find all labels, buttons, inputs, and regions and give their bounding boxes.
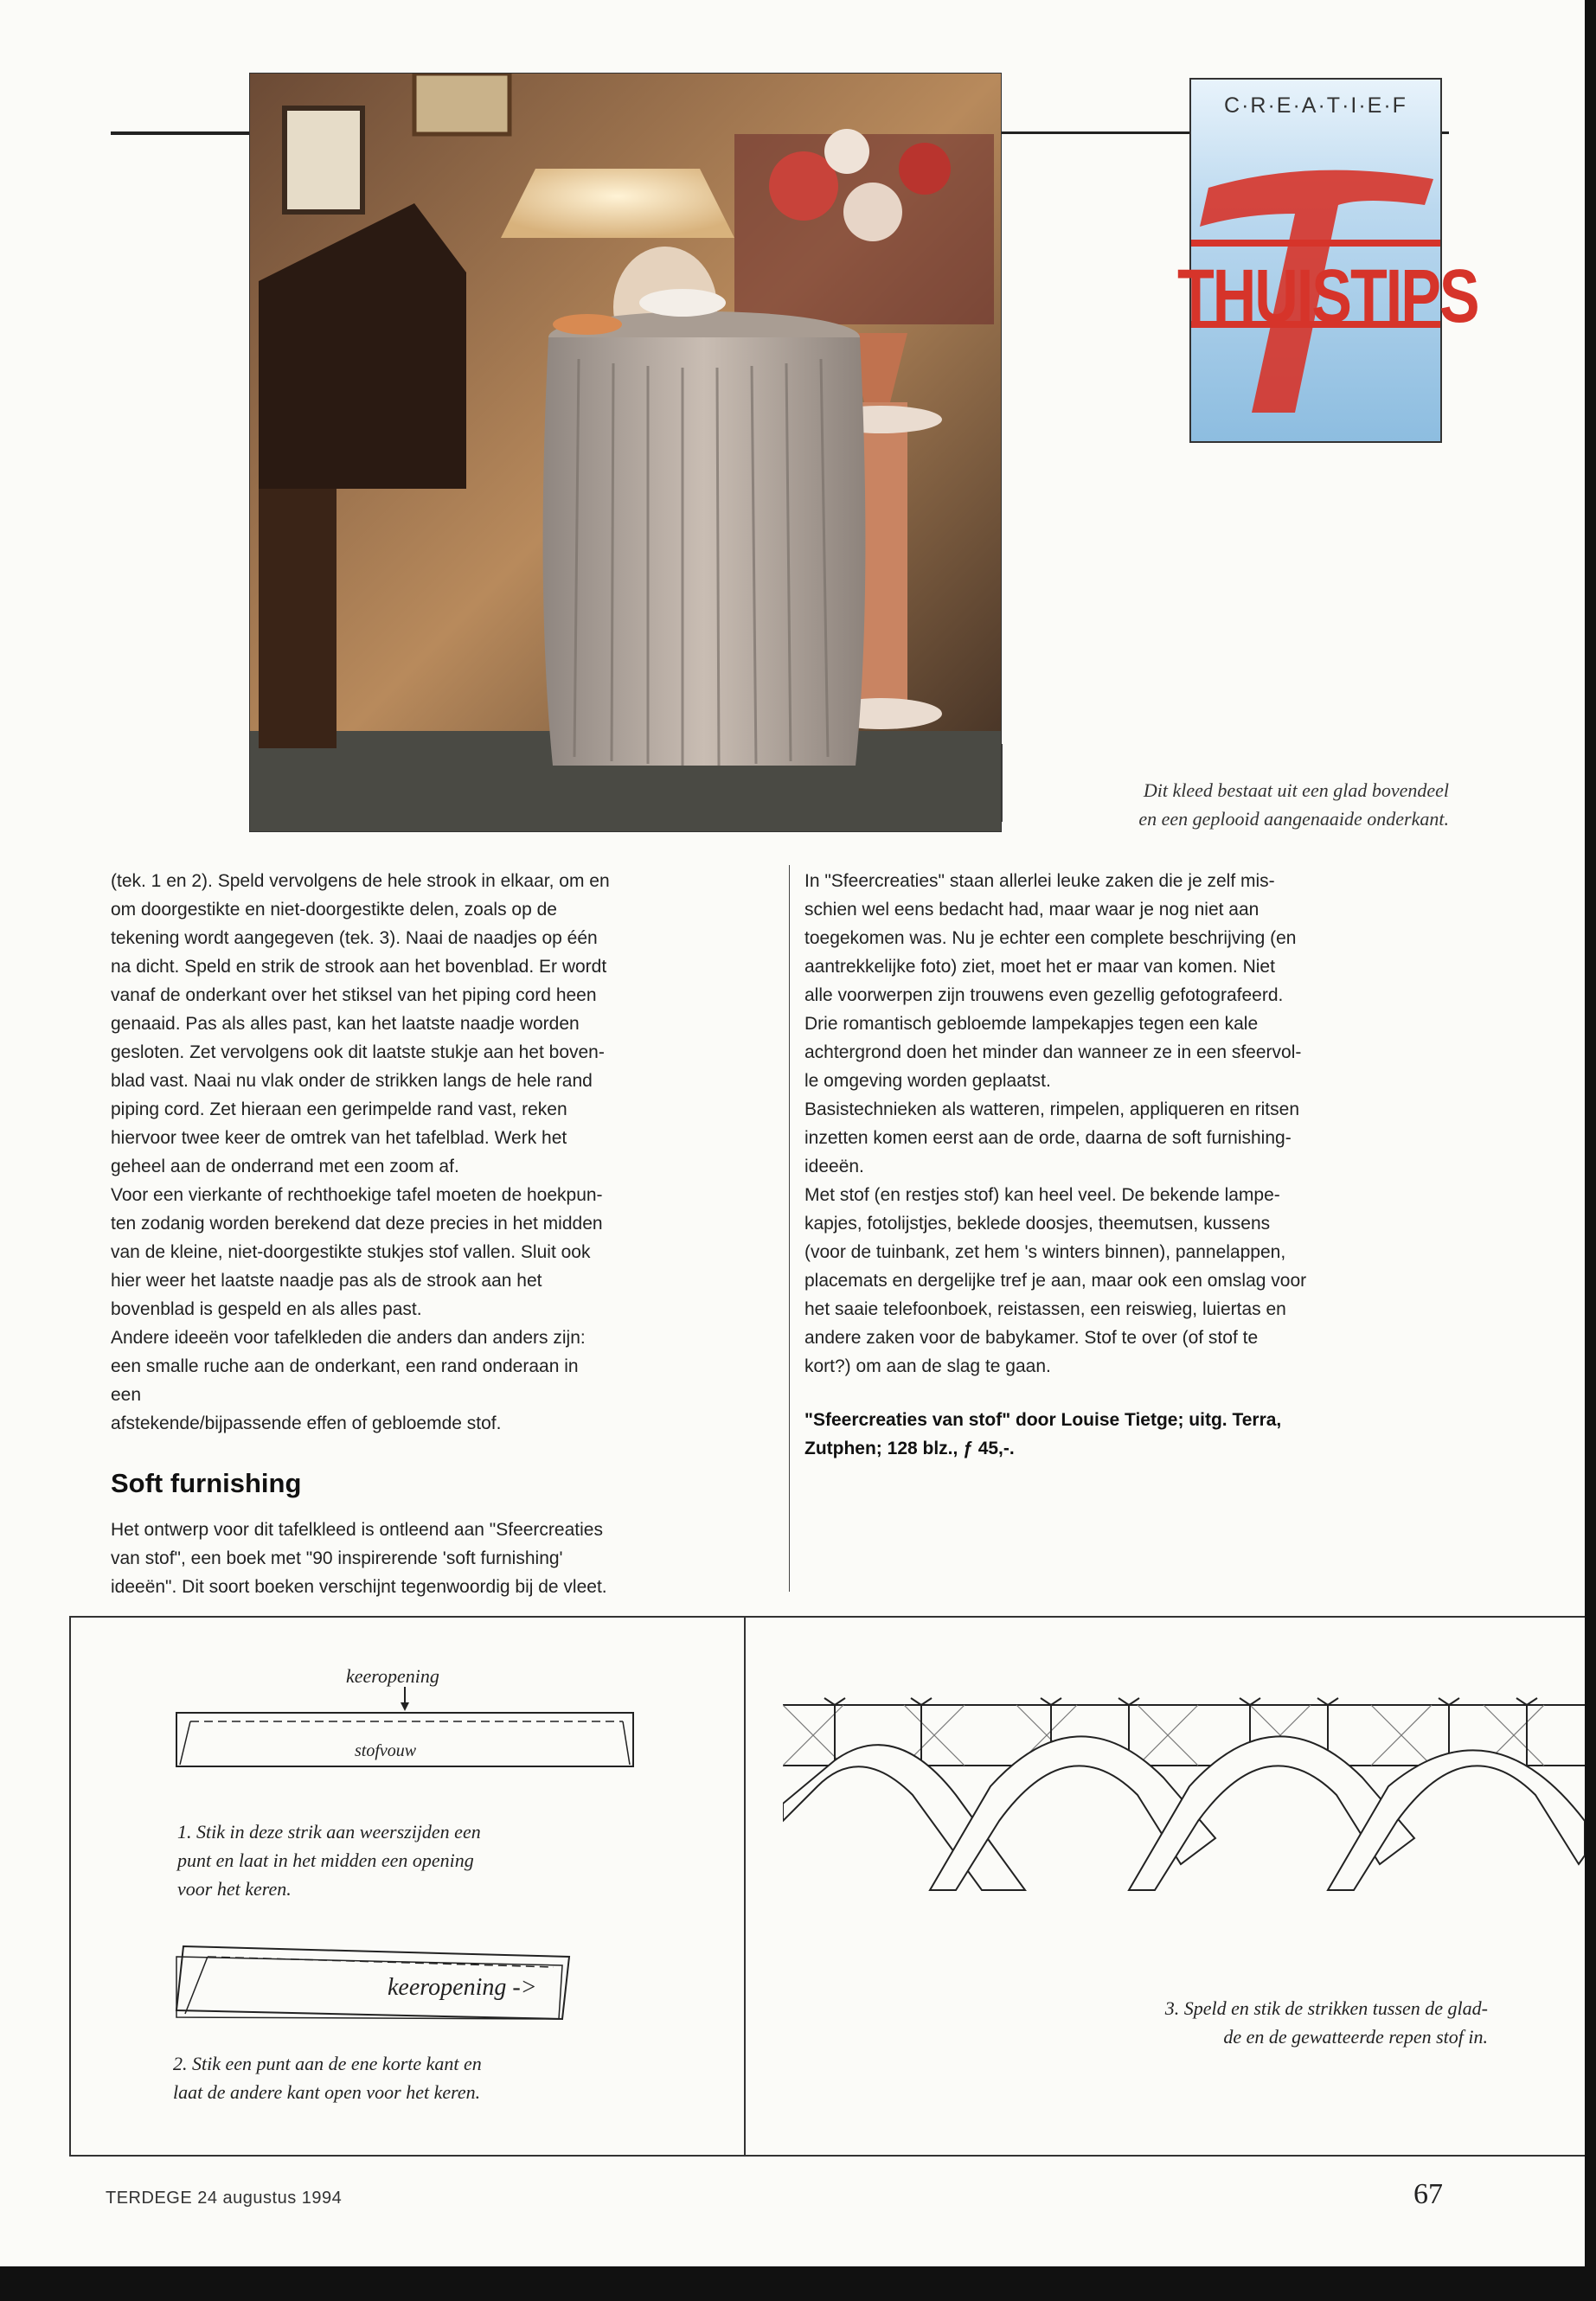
fig1-caption [177, 1817, 696, 1903]
page-right-border [1585, 0, 1596, 2301]
left-column-text [111, 867, 777, 1438]
left-column-text-2 [111, 1516, 777, 1601]
right-line: kapjes, fotolijstjes, beklede doosjes, theemutsen, kussens [804, 1214, 1271, 1234]
left-line: (tek. 1 en 2). Speld vervolgens de hele strook in elkaar, om en [111, 871, 610, 891]
photo-caption-line-2: en een geplooid aangenaaide onderkant. [1138, 808, 1449, 830]
fig1-label-top: keeropening [346, 1665, 439, 1687]
creatief-thuistips-logo [1177, 78, 1478, 443]
fig1-label-inner: stofvouw [355, 1741, 417, 1760]
right-line: het saaie telefoonboek, reistassen, een reiswieg, luiertas en [804, 1299, 1286, 1319]
right-line: achtergrond doen het minder dan wanneer ze in een sfeervol- [804, 1042, 1302, 1062]
left-line: na dicht. Speld en strik de strook aan het bovenblad. Er wordt [111, 957, 607, 977]
right-line: alle voorwerpen zijn trouwens even gezellig gefotografeerd. [804, 985, 1284, 1005]
page-number: 67 [1413, 2178, 1443, 2210]
left-line: om doorgestikte en niet-doorgestikte delen, zoals op de [111, 900, 557, 920]
fig2-caption-line: laat de andere kant open voor het keren. [173, 2081, 481, 2103]
right-line: kort?) om aan de slag te gaan. [804, 1356, 1051, 1376]
book-credit-line-1: "Sfeercreaties van stof" door Louise Tietge; uitg. Terra, [804, 1410, 1282, 1430]
left-line: geheel aan de onderrand met een zoom af. [111, 1157, 459, 1176]
right-line: inzetten komen eerst aan de orde, daarna de soft furnishing- [804, 1128, 1292, 1148]
page-bottom-border [0, 2266, 1596, 2301]
figure-divider [744, 1618, 746, 2156]
header-rule-right [1002, 131, 1192, 134]
left-line: Het ontwerp voor dit tafelkleed is ontleend aan "Sfeercreaties [111, 1520, 603, 1540]
fig3-caption-line: 3. Speld en stik de strikken tussen de glad- [1164, 1997, 1488, 2019]
logo-top-text: C·R·E·A·T·I·E·F [1224, 93, 1407, 118]
right-line: In "Sfeercreaties" staan allerlei leuke zaken die je zelf mis- [804, 871, 1275, 891]
book-credit [804, 1406, 1479, 1463]
book-credit-line-2: Zutphen; 128 blz., ƒ 45,-. [804, 1439, 1015, 1458]
right-line: schien wel eens bedacht had, maar waar je nog niet aan [804, 900, 1259, 920]
left-line: gesloten. Zet vervolgens ook dit laatste stukje aan het boven- [111, 1042, 605, 1062]
table-photo [249, 73, 1002, 832]
left-line: hiervoor twee keer de omtrek van het tafelblad. Werk het [111, 1128, 567, 1148]
fig2-caption [173, 2049, 709, 2106]
left-line: ideeën". Dit soort boeken verschijnt tegenwoordig bij de vleet. [111, 1577, 607, 1597]
left-line: een smalle ruche aan de onderkant, een rand onderaan in [111, 1356, 579, 1376]
right-line: placemats en dergelijke tref je aan, maar ook een omslag voor [804, 1271, 1307, 1291]
table-photo-illustration [250, 74, 1001, 831]
right-line: aantrekkelijke foto) ziet, moet het er maar van komen. Niet [804, 957, 1275, 977]
header-rule-left [111, 131, 251, 135]
right-line: le omgeving worden geplaatst. [804, 1071, 1051, 1091]
footer-publication: TERDEGE 24 augustus 1994 [106, 2189, 343, 2208]
fig2-label: keeropening -> [388, 1974, 537, 2001]
left-line: piping cord. Zet hieraan een gerimpelde rand vast, reken [111, 1099, 567, 1119]
left-line: tekening wordt aangegeven (tek. 3). Naai de naadjes op één [111, 928, 598, 948]
fig3-drawing [783, 1691, 1585, 1916]
left-line: vanaf de onderkant over het stiksel van het piping cord heen [111, 985, 597, 1005]
section-heading: Soft furnishing [111, 1468, 302, 1498]
left-line: bovenblad is gespeld en als alles past. [111, 1299, 422, 1319]
left-line: Andere ideeën voor tafelkleden die anders dan anders zijn: [111, 1328, 586, 1348]
right-line: toegekomen was. Nu je echter een complete beschrijving (en [804, 928, 1297, 948]
logo-word: THUISTIPS [1177, 253, 1478, 338]
left-line: Voor een vierkante of rechthoekige tafel moeten de hoekpun- [111, 1185, 603, 1205]
left-line: van de kleine, niet-doorgestikte stukjes stof vallen. Sluit ook [111, 1242, 591, 1262]
fig1-caption-line: punt en laat in het midden een opening [177, 1849, 474, 1871]
caption-rule [1002, 744, 1003, 822]
right-line: andere zaken voor de babykamer. Stof te over (of stof te [804, 1328, 1259, 1348]
photo-caption-line-1: Dit kleed bestaat uit een glad bovendeel [1143, 779, 1449, 801]
fig1-drawing [173, 1687, 640, 1782]
fig1-caption-line: 1. Stik in deze strik aan weerszijden een [177, 1821, 481, 1843]
right-line: Drie romantisch gebloemde lampekapjes tegen een kale [804, 1014, 1259, 1034]
left-line: genaaid. Pas als alles past, kan het laatste naadje worden [111, 1014, 580, 1034]
left-line: ten zodanig worden berekend dat deze precies in het midden [111, 1214, 603, 1234]
left-line: van stof", een boek met "90 inspirerende 'soft furnishing' [111, 1548, 563, 1568]
fig2-caption-line: 2. Stik een punt aan de ene korte kant en [173, 2053, 482, 2074]
right-line: Met stof (en restjes stof) kan heel veel. De bekende lampe- [804, 1185, 1280, 1205]
fig3-caption-line: de en de gewatteerde repen stof in. [1223, 2026, 1488, 2048]
left-line: afstekende/bijpassende effen of gebloemde stof. [111, 1413, 502, 1433]
left-line: een [111, 1385, 142, 1405]
photo-caption [1008, 776, 1449, 833]
left-line: blad vast. Naai nu vlak onder de strikken langs de hele rand [111, 1071, 593, 1091]
right-line: (voor de tuinbank, zet hem 's winters binnen), pannelappen, [804, 1242, 1286, 1262]
left-line: hier weer het laatste naadje pas als de strook aan het [111, 1271, 542, 1291]
fig3-caption [1003, 1994, 1488, 2051]
right-line: Basistechnieken als watteren, rimpelen, appliqueren en ritsen [804, 1099, 1299, 1119]
fig1-caption-line: voor het keren. [177, 1878, 292, 1900]
right-column-text [804, 867, 1479, 1381]
column-divider [789, 865, 790, 1592]
right-line: ideeën. [804, 1157, 864, 1176]
